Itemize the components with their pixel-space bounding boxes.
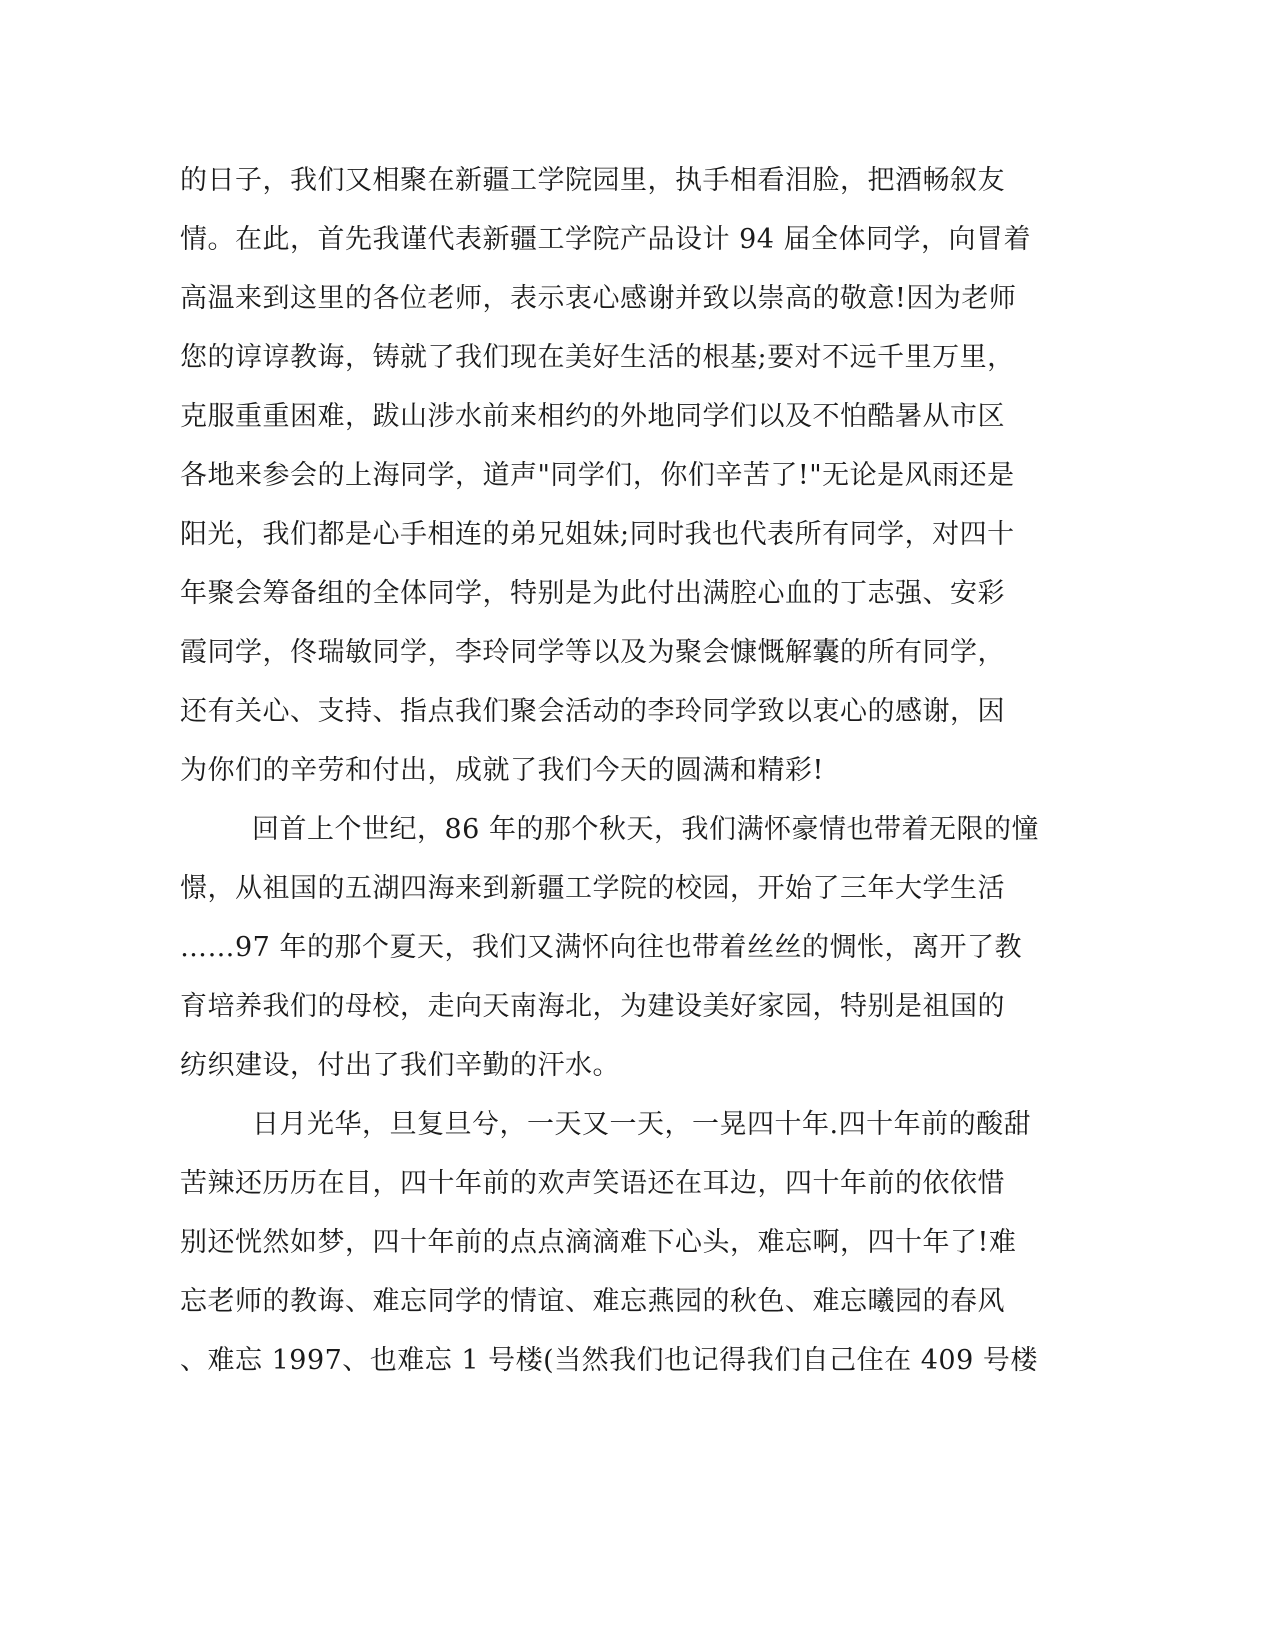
text-line: 高温来到这里的各位老师，表示衷心感谢并致以崇高的敬意!因为老师 bbox=[180, 283, 1017, 314]
text-line: 霞同学，佟瑞敏同学，李玲同学等以及为聚会慷慨解囊的所有同学， bbox=[180, 637, 1005, 668]
text-line: 苦辣还历历在目，四十年前的欢声笑语还在耳边，四十年前的依依惜 bbox=[180, 1168, 1005, 1199]
text-line: 、难忘 1997、也难忘 1 号楼(当然我们也记得我们自己住在 409 号楼 bbox=[180, 1345, 1038, 1376]
text-line: 纺织建设，付出了我们辛勤的汗水。 bbox=[180, 1050, 620, 1081]
text-line: 的日子，我们又相聚在新疆工学院园里，执手相看泪脸，把酒畅叙友 bbox=[180, 165, 1005, 196]
text-line: 年聚会筹备组的全体同学，特别是为此付出满腔心血的丁志强、安彩 bbox=[180, 578, 1005, 609]
paragraph-start-line: 回首上个世纪，86 年的那个秋天，我们满怀豪情也带着无限的憧 bbox=[252, 814, 1039, 845]
text-line: 别还恍然如梦，四十年前的点点滴滴难下心头，难忘啊，四十年了!难 bbox=[180, 1227, 1017, 1258]
text-line: 还有关心、支持、指点我们聚会活动的李玲同学致以衷心的感谢，因 bbox=[180, 696, 1005, 727]
text-line: 育培养我们的母校，走向天南海北，为建设美好家园，特别是祖国的 bbox=[180, 991, 1005, 1022]
text-line: 忘老师的教诲、难忘同学的情谊、难忘燕园的秋色、难忘曦园的春风 bbox=[180, 1286, 1005, 1317]
text-line: 阳光，我们都是心手相连的弟兄姐妹;同时我也代表所有同学，对四十 bbox=[180, 519, 1015, 550]
text-line: 您的谆谆教诲，铸就了我们现在美好生活的根基;要对不远千里万里， bbox=[180, 342, 1015, 373]
text-line: 情。在此，首先我谨代表新疆工学院产品设计 94 届全体同学，向冒着 bbox=[180, 224, 1032, 255]
text-line: 为你们的辛劳和付出，成就了我们今天的圆满和精彩! bbox=[180, 755, 824, 786]
text-line: 憬，从祖国的五湖四海来到新疆工学院的校园，开始了三年大学生活 bbox=[180, 873, 1005, 904]
document-body bbox=[180, 159, 1040, 1398]
text-line: 各地来参会的上海同学，道声"同学们，你们辛苦了!"无论是风雨还是 bbox=[180, 460, 1015, 491]
paragraph-start-line: 日月光华，旦复旦兮，一天又一天，一晃四十年.四十年前的酸甜 bbox=[252, 1109, 1032, 1140]
text-line: 克服重重困难，跋山涉水前来相约的外地同学们以及不怕酷暑从市区 bbox=[180, 401, 1005, 432]
text-line: ……97 年的那个夏天，我们又满怀向往也带着丝丝的惆怅，离开了教 bbox=[180, 932, 1022, 963]
